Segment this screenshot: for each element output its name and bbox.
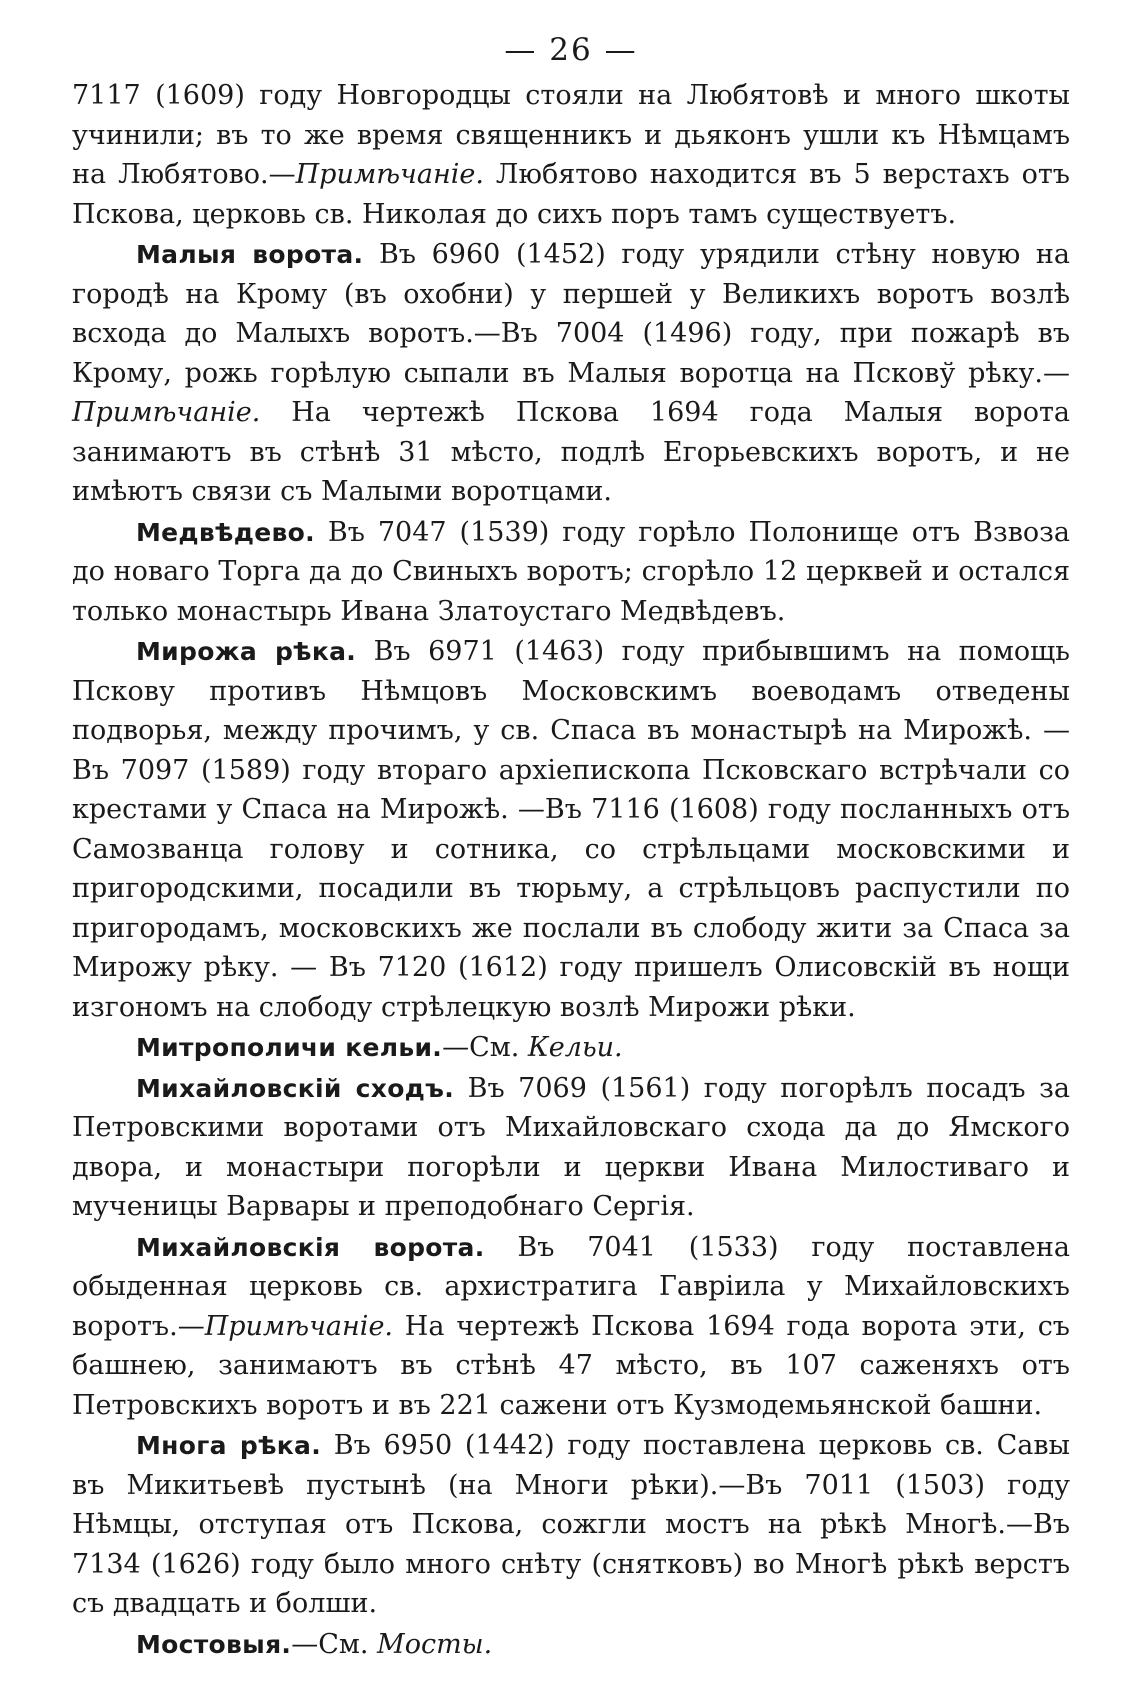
- dictionary-entry: [72, 513, 1070, 632]
- entry-text: Въ 6971 (1463) году прибывшимъ на помощь Пскову противъ Нѣмцовъ Московскимъ воеводамъ отведены подворья, между прочимъ, у св. Спаса въ монастырѣ на Мирожѣ. — Въ 7097 (1589) году втораго архіепископа Псковскаго встрѣчали со крестами у Спаса на Мирожѣ. —Въ 7116 (1608) году посланныхъ отъ Самозванца голову и сотника, со стрѣльцами московскими и пригородскими, посадили въ тюрьму, а стрѣльцовъ распустили по пригородамъ, московскихъ же послали въ слободу жити за Спаса за Мирожу рѣку. — Въ 7120 (1612) году пришелъ Олисовскій въ нощи изгономъ на слободу стрѣлецкую возлѣ Мирожи рѣки.: [72, 636, 1070, 1023]
- italic-reference: Примѣчаніе.: [295, 159, 484, 190]
- body-text: [72, 76, 1070, 1664]
- dictionary-entry: [72, 1426, 1070, 1624]
- entry-text: Въ 6960 (1452) году урядили стѣну новую на городѣ на Крому (въ охобни) у першей у Великихъ воротъ возлѣ всхода до Малыхъ воротъ.—Въ 7004 (1496) году, при пожарѣ въ Крому, рожь горѣлую сыпали въ Малыя воротца на Псковў рѣку.—: [72, 239, 1070, 389]
- italic-reference: Кельи.: [527, 1032, 623, 1063]
- entry-text: Въ 6950 (1442) году поставлена церковь св. Савы въ Микитьевѣ пустынѣ (на Многи рѣки).—Въ 7011 (1503) году Нѣмцы, отступая отъ Пскова, сожгли мостъ на рѣкѣ Многѣ.—Въ 7134 (1626) году было много снѣту (снятковъ) во Многѣ рѣкѣ верстъ съ двадцать и болши.: [72, 1430, 1071, 1619]
- dictionary-entry: [72, 1228, 1070, 1426]
- italic-reference: Примѣчаніе.: [204, 1310, 394, 1342]
- italic-reference: Мосты.: [377, 1628, 493, 1660]
- entry-headword: Мостовыя.: [136, 1629, 292, 1659]
- dictionary-entry: [72, 1028, 1070, 1068]
- page-number: — 26 —: [504, 32, 638, 68]
- entry-text: На чертежѣ Пскова 1694 года ворота эти, съ башнею, занимаютъ въ стѣнѣ 47 мѣсто, въ 107 саженяхъ отъ Петровскихъ воротъ и въ 221 сажени отъ Кузмодемьянской башни.: [72, 1310, 1070, 1421]
- entry-headword: Малыя ворота.: [136, 240, 364, 269]
- dictionary-entry: [72, 1069, 1070, 1227]
- entry-headword: Михайловскія ворота.: [136, 1232, 485, 1262]
- entry-headword: Мирожа рѣка.: [136, 637, 357, 666]
- entry-headword: Михайловскій сходъ.: [136, 1073, 455, 1103]
- continuation-paragraph: [72, 76, 1070, 234]
- entry-text: На чертежѣ Пскова 1694 года Малыя ворота занимаютъ въ стѣнѣ 31 мѣсто, подлѣ Егорьевскихъ воротъ, и не имѣютъ связи съ Малыми воротцами.: [72, 397, 1070, 507]
- entry-headword: Митрополичи кельи.: [136, 1033, 443, 1062]
- entry-text: —См.: [442, 1032, 528, 1063]
- entry-text: Въ 7047 (1539) году горѣло Полонище отъ Взвоза до новаго Торга да до Свиныхъ воротъ; сгорѣло 12 церквей и остался только монастырь Ивана Златоустаго Медвѣдевъ.: [72, 516, 1070, 627]
- entry-text: 7117 (1609) году Новгородцы стояли на Любятовѣ и много шкоты учинили; въ то же время священникъ и дьяконъ ушли къ Нѣмцамъ на Любятово.—: [72, 80, 1070, 190]
- entry-text: Любятово находится въ 5 верстахъ отъ Пскова, церковь св. Николая до сихъ поръ тамъ существуетъ.: [72, 159, 1070, 230]
- entry-text: Въ 7041 (1533) году поставлена обыденная церковь св. архистратига Гавріила у Михайловскихъ воротъ.—: [72, 1231, 1070, 1342]
- dictionary-entry: [72, 235, 1070, 512]
- dictionary-entry: [72, 1625, 1070, 1665]
- entry-headword: Медвѣдево.: [136, 517, 315, 547]
- entry-text: —См.: [291, 1628, 378, 1660]
- italic-reference: Примѣчаніе.: [72, 397, 261, 428]
- entry-text: Въ 7069 (1561) году погорѣлъ посадъ за Петровскими воротами отъ Михайловскаго схода да до Ямского двора, и монастыри погорѣли и церкви Ивана Милостиваго и мученицы Варвары и преподобнаго Сергія.: [72, 1072, 1070, 1222]
- entry-headword: Многа рѣка.: [136, 1431, 322, 1460]
- dictionary-entry: [72, 632, 1070, 1027]
